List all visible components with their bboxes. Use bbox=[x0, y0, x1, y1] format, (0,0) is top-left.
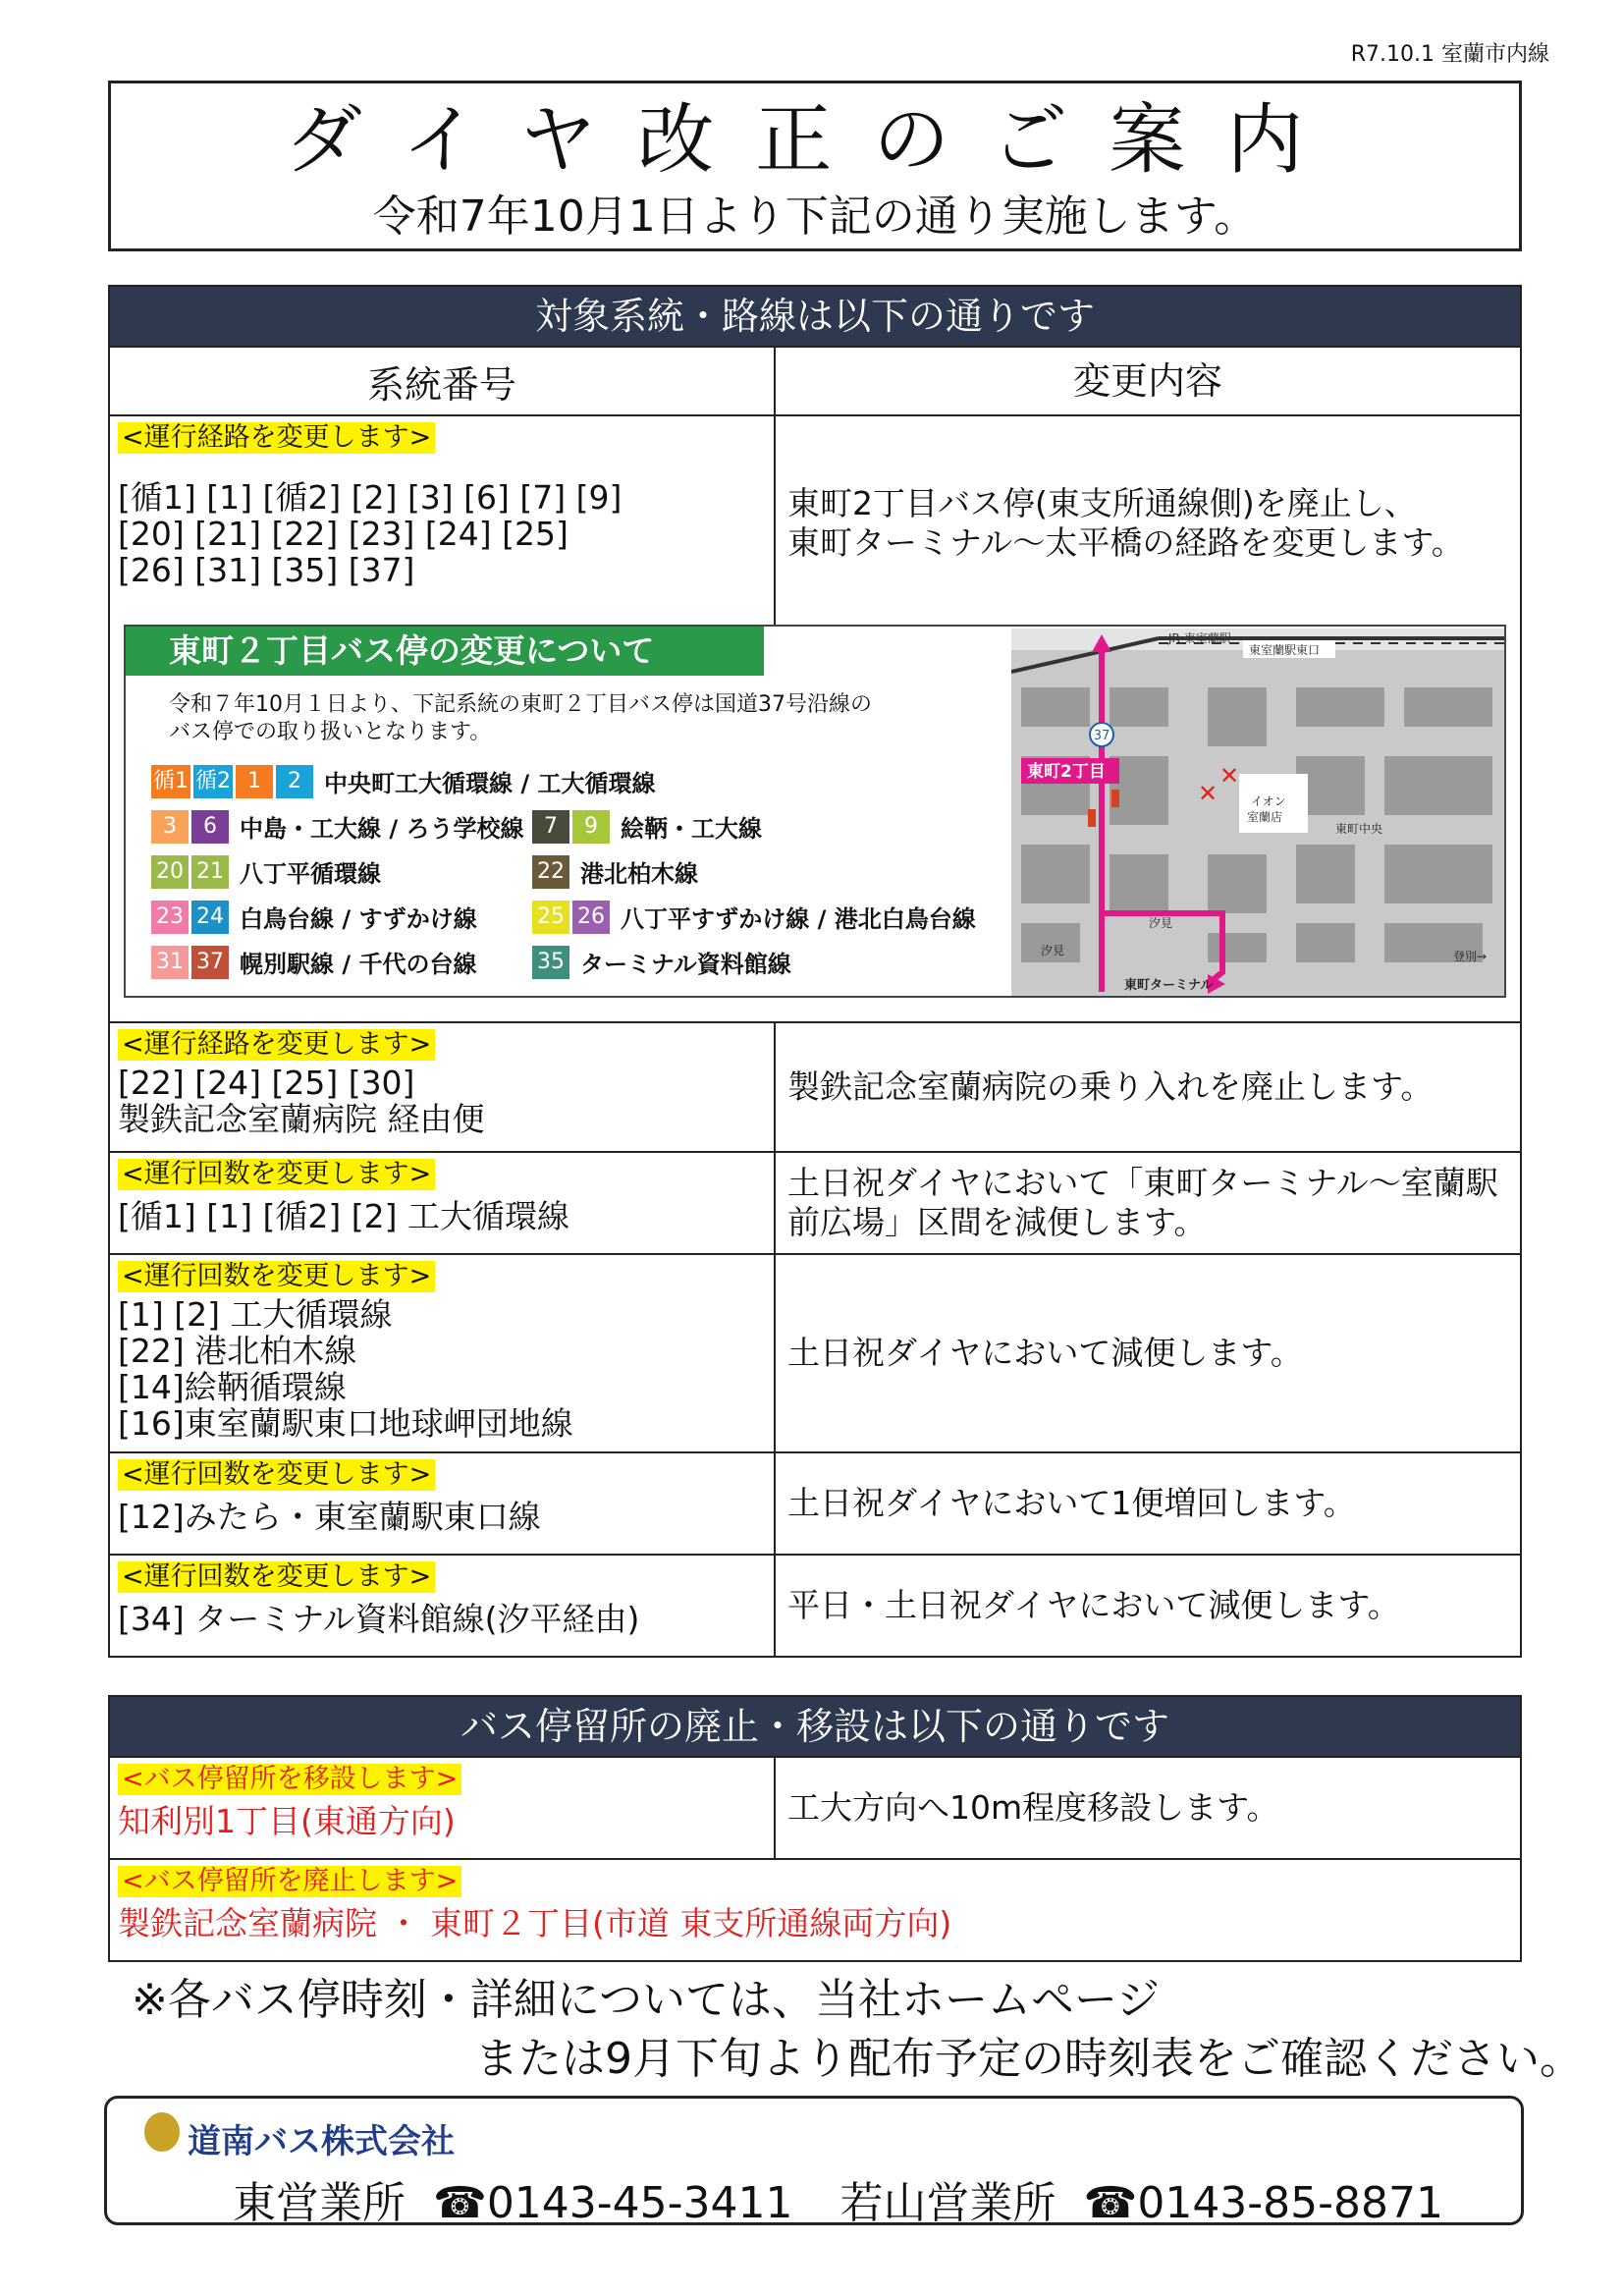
legend-route-name: 中央町工大循環線 / 工大循環線 bbox=[324, 770, 656, 797]
col-header-route: 系統番号 bbox=[110, 348, 776, 414]
map-terminal-label: 東町ターミナル bbox=[1124, 978, 1214, 993]
route-badge: 循2 bbox=[193, 765, 233, 798]
table-row bbox=[110, 416, 1520, 1023]
legend-route-name: 白鳥台線 / すずかけ線 bbox=[240, 905, 477, 933]
legend-route bbox=[151, 945, 476, 979]
route-badge: 23 bbox=[151, 901, 189, 934]
change-tag: <運行回数を変更します> bbox=[118, 1561, 435, 1593]
legend-route-name: ターミナル資料館線 bbox=[580, 951, 791, 978]
route-badge: 7 bbox=[532, 810, 569, 844]
map-aeon-label2: 室蘭店 bbox=[1247, 810, 1283, 824]
route-badge: 21 bbox=[191, 855, 229, 889]
route-line: [34] ターミナル資料館線(汐平経由) bbox=[118, 1600, 640, 1638]
change-cell bbox=[776, 416, 1520, 630]
map-chuo-label: 東町中央 bbox=[1335, 822, 1383, 836]
title-box bbox=[108, 81, 1522, 251]
legend-route bbox=[151, 854, 381, 889]
change-line: 平日・土日祝ダイヤにおいて減便します。 bbox=[787, 1586, 1400, 1624]
legend-route bbox=[151, 809, 523, 844]
change-cell bbox=[776, 1255, 1520, 1451]
notice-text-line: 令和７年10月１日より、下記系統の東町２丁目バス停は国道37号沿線の bbox=[169, 692, 872, 717]
legend-route-name: 中島・工大線 / ろう学校線 bbox=[240, 815, 524, 843]
footer-box bbox=[104, 2096, 1524, 2228]
phone-icon: ☎ bbox=[1083, 2178, 1138, 2228]
change-line: 製鉄記念室蘭病院の乗り入れを廃止します。 bbox=[787, 1067, 1434, 1106]
route-badge: 2 bbox=[276, 765, 313, 798]
legend-route bbox=[532, 900, 976, 934]
route-line: [循1] [1] [循2] [2] 工大循環線 bbox=[118, 1197, 569, 1235]
map-shiomi-right-label: 汐見 bbox=[1149, 916, 1173, 930]
routes-table bbox=[108, 348, 1522, 1658]
map-stop-label: 東町2丁目 bbox=[1027, 762, 1106, 782]
route-badge: 26 bbox=[572, 901, 610, 934]
stop-cell bbox=[110, 1758, 776, 1858]
change-cell bbox=[776, 1153, 1520, 1253]
route-map bbox=[1011, 629, 1504, 996]
legend-route bbox=[532, 854, 698, 889]
route-cell bbox=[110, 1153, 776, 1253]
table-row bbox=[110, 1556, 1520, 1658]
legend-route-name: 八丁平循環線 bbox=[240, 860, 381, 888]
map-shiomi-left-label: 汐見 bbox=[1041, 944, 1065, 957]
office2-phone[interactable]: 0143-85-8871 bbox=[1137, 2178, 1444, 2228]
change-line: 土日祝ダイヤにおいて1便増回します。 bbox=[787, 1484, 1356, 1522]
route-badge: 25 bbox=[532, 901, 569, 934]
legend-route-name: 絵鞆・工大線 bbox=[621, 815, 762, 843]
company-logo-icon bbox=[144, 2112, 180, 2152]
stop-tag: <バス停留所を廃止します> bbox=[118, 1866, 461, 1897]
route-line: [1] [2] 工大循環線 bbox=[118, 1295, 393, 1334]
change-tag: <運行経路を変更します> bbox=[118, 1029, 435, 1061]
legend-route bbox=[532, 945, 791, 979]
route-badge: 24 bbox=[191, 901, 229, 934]
route-badge: 循1 bbox=[151, 765, 190, 798]
legend-route-name: 港北柏木線 bbox=[580, 860, 698, 888]
phone-icon: ☎ bbox=[433, 2178, 487, 2228]
notice-title: 東町２丁目バス停の変更について bbox=[126, 627, 764, 676]
section2-header: バス停留所の廃止・移設は以下の通りです bbox=[108, 1695, 1522, 1758]
closed-x-icon: ✕ bbox=[1198, 780, 1218, 807]
map-station-exit-label: 東室蘭駅東口 bbox=[1249, 643, 1321, 657]
route-line: [16]東室蘭駅東口地球岬団地線 bbox=[118, 1404, 573, 1443]
legend-route bbox=[151, 900, 477, 934]
change-line: 東町2丁目バス停(東支所通線側)を廃止し、 bbox=[787, 484, 1417, 522]
route-badge: 20 bbox=[151, 855, 189, 889]
stop-name: 製鉄記念室蘭病院 ・ 東町２丁目(市道 東支所通線両方向) bbox=[118, 1904, 952, 1942]
legend-route bbox=[151, 764, 655, 798]
route-cell bbox=[110, 1023, 776, 1151]
footer-contacts bbox=[233, 2167, 1443, 2230]
route-line: [22] [24] [25] [30] bbox=[118, 1064, 415, 1102]
change-cell bbox=[776, 1758, 1520, 1858]
route-cell bbox=[110, 1453, 776, 1554]
office1-phone[interactable]: 0143-45-3411 bbox=[486, 2178, 793, 2228]
route-line: [22] 港北柏木線 bbox=[118, 1332, 357, 1370]
change-line: 土日祝ダイヤにおいて減便します。 bbox=[787, 1334, 1303, 1372]
corner-note: R7.10.1 室蘭市内線 bbox=[1350, 42, 1549, 67]
page-subtitle: 令和7年10月1日より下記の通り実施します。 bbox=[372, 191, 1258, 242]
bus-stop-icon bbox=[1111, 790, 1119, 807]
map-aeon-label: イオン bbox=[1251, 794, 1286, 808]
note-line-2: または9月下旬より配布予定の時刻表をご確認ください。 bbox=[475, 2034, 1583, 2084]
change-line: 前広場」区間を減便します。 bbox=[787, 1203, 1207, 1241]
table-header-row bbox=[110, 348, 1520, 416]
route-line: [12]みたら・東室蘭駅東口線 bbox=[118, 1498, 541, 1536]
table-row bbox=[110, 1453, 1520, 1556]
change-tag: <運行回数を変更します> bbox=[118, 1459, 435, 1491]
route-cell bbox=[110, 416, 776, 630]
notice-text bbox=[169, 691, 872, 746]
change-tag: <運行経路を変更します> bbox=[118, 422, 435, 454]
route-line: [循1] [1] [循2] [2] [3] [6] [7] [9] bbox=[118, 478, 623, 517]
office2-name: 若山営業所 bbox=[839, 2178, 1056, 2228]
bus-stop-icon bbox=[1088, 809, 1096, 827]
table-row bbox=[110, 1153, 1520, 1255]
route-badge: 6 bbox=[191, 810, 229, 844]
stops-table bbox=[108, 1758, 1522, 1962]
table-row bbox=[110, 1023, 1520, 1153]
route-line: [14]絵鞆循環線 bbox=[118, 1368, 347, 1406]
notice-panel bbox=[124, 625, 1506, 998]
change-cell bbox=[776, 1023, 1520, 1151]
stop-name: 知利別1丁目(東通方向) bbox=[118, 1802, 456, 1840]
change-line: 工大方向へ10m程度移設します。 bbox=[787, 1788, 1279, 1827]
col-header-change: 変更内容 bbox=[1072, 359, 1222, 403]
route-badge: 3 bbox=[151, 810, 189, 844]
map-jr-label: JR 東室蘭駅 bbox=[1168, 631, 1231, 645]
notice-text-line: バス停での取り扱いとなります。 bbox=[169, 720, 492, 744]
change-tag: <運行回数を変更します> bbox=[118, 1261, 435, 1292]
route-cell bbox=[110, 1556, 776, 1656]
route-line: [20] [21] [22] [23] [24] [25] bbox=[118, 515, 568, 553]
company-name: 道南バス株式会社 bbox=[188, 2122, 455, 2161]
table-row bbox=[110, 1758, 1520, 1860]
route37-label: 37 bbox=[1093, 729, 1110, 743]
route-line: 製鉄記念室蘭病院 経由便 bbox=[118, 1100, 485, 1138]
table-row bbox=[110, 1860, 1520, 1962]
route-badge: 31 bbox=[151, 946, 189, 979]
change-line: 東町ターミナル～太平橋の経路を変更します。 bbox=[787, 523, 1464, 562]
change-cell bbox=[776, 1556, 1520, 1656]
route-badge: 1 bbox=[236, 765, 273, 798]
stop-cell bbox=[110, 1860, 1520, 1960]
stop-tag: <バス停留所を移設します> bbox=[118, 1764, 461, 1795]
route-line: [26] [31] [35] [37] bbox=[118, 551, 415, 589]
route-cell bbox=[110, 1255, 776, 1451]
closed-x-icon: ✕ bbox=[1219, 762, 1240, 790]
route-badge: 22 bbox=[532, 855, 569, 889]
page-title: ダイヤ改正のご案内 bbox=[285, 96, 1345, 185]
route-badge: 37 bbox=[191, 946, 229, 979]
legend-route-name: 幌別駅線 / 千代の台線 bbox=[240, 951, 477, 978]
legend-route-name: 八丁平すずかけ線 / 港北白鳥台線 bbox=[621, 905, 976, 933]
change-line: 土日祝ダイヤにおいて「東町ターミナル～室蘭駅 bbox=[787, 1164, 1498, 1202]
office1-name: 東営業所 bbox=[233, 2178, 406, 2228]
route-badge: 35 bbox=[532, 946, 569, 979]
note-line-1: ※各バス停時刻・詳細については、当社ホームページ bbox=[132, 1975, 1161, 2025]
section1-header: 対象系統・路線は以下の通りです bbox=[108, 285, 1522, 348]
table-row bbox=[110, 1255, 1520, 1453]
map-horobetsu-label: 登別→ bbox=[1453, 950, 1488, 963]
change-cell bbox=[776, 1453, 1520, 1554]
change-tag: <運行回数を変更します> bbox=[118, 1159, 435, 1190]
route-badge: 9 bbox=[572, 810, 610, 844]
legend-route bbox=[532, 809, 762, 844]
